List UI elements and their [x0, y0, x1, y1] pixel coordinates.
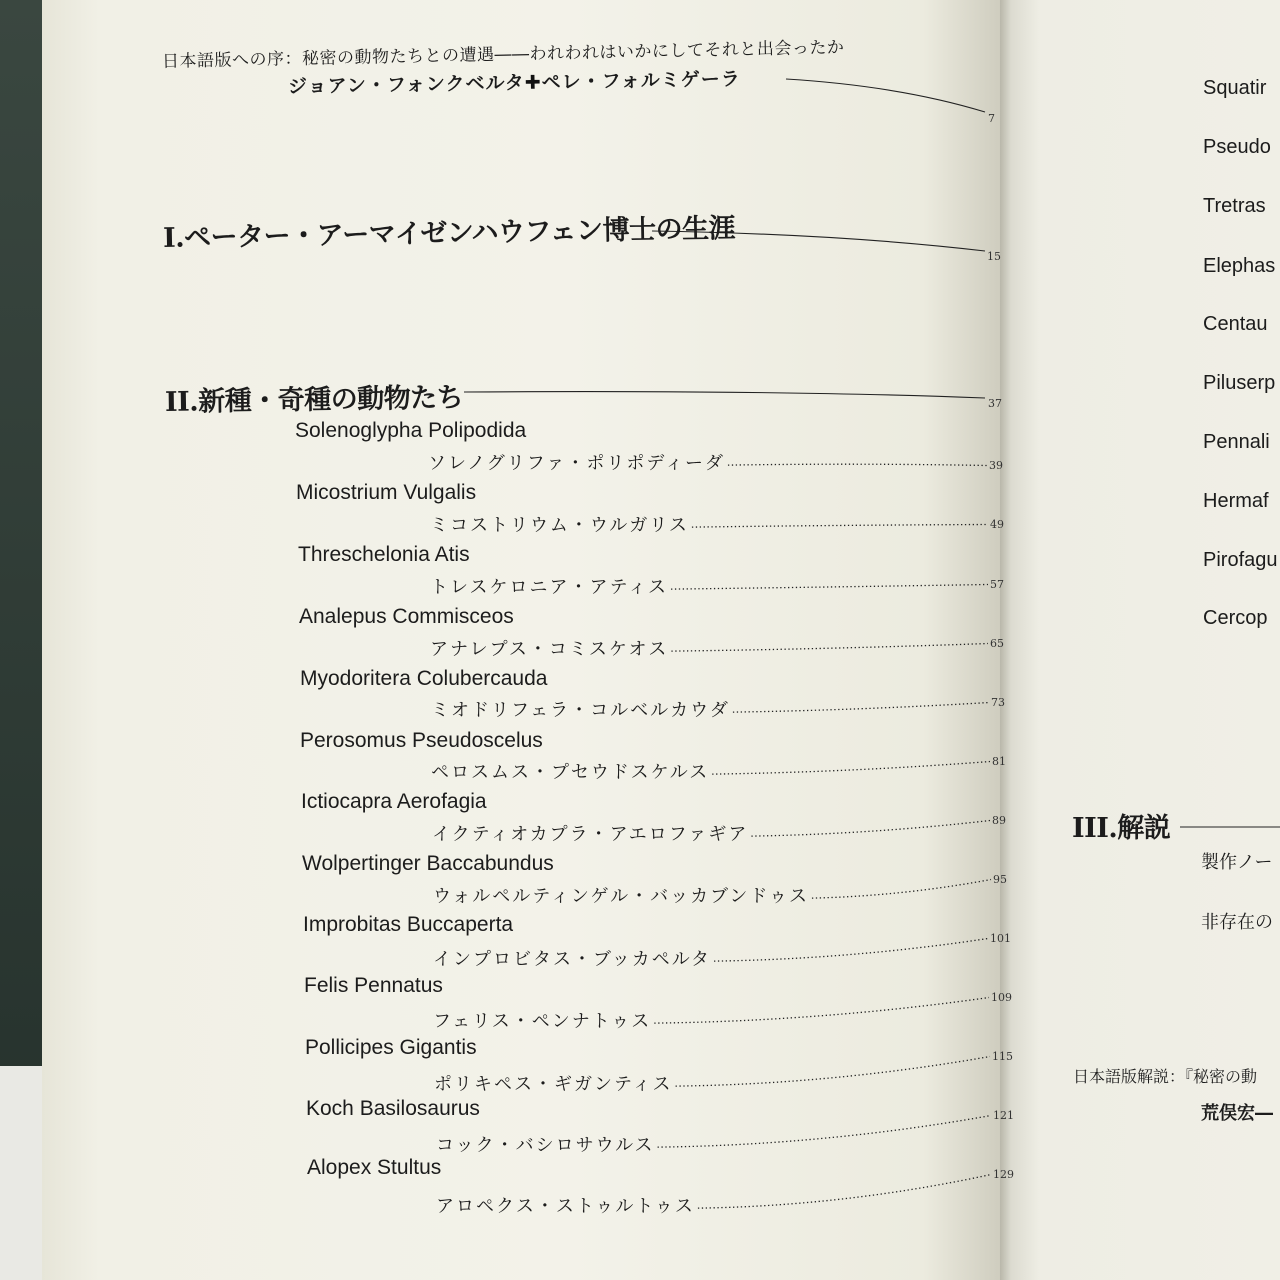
entry-latin-name: Koch Basilosaurus: [306, 1097, 480, 1120]
entry-japanese-name: アロペクス・ストゥルトゥス: [436, 1196, 695, 1217]
commentary-author: 荒俣宏―: [1201, 1103, 1273, 1124]
section2-title: II.新種・奇種の動物たち: [164, 382, 464, 418]
entry-latin-name: Threschelonia Atis: [298, 543, 470, 566]
commentary-title: 日本語版解説：『秘密の動: [1073, 1067, 1258, 1086]
entry-japanese-name: コック・バシロサウルス: [436, 1135, 655, 1156]
section3-subentry: 非存在の: [1201, 912, 1273, 933]
right-entry-latin: Cercop: [1203, 607, 1268, 629]
entry-latin-name: Analepus Commisceos: [299, 605, 514, 628]
dotted-leader-line: [733, 703, 989, 713]
entry-page-number: 39: [989, 459, 1003, 472]
entry-japanese-name: ミコストリウム・ウルガリス: [430, 515, 689, 536]
entry-latin-name: Perosomus Pseudoscelus: [300, 729, 543, 752]
entry-japanese-name: ミオドリフェラ・コルベルカウダ: [431, 700, 730, 721]
right-entry-latin: Pseudo: [1203, 136, 1271, 158]
entry-page-number: 57: [990, 578, 1004, 591]
section2-page-number: 37: [988, 397, 1002, 410]
entry-page-number: 65: [990, 637, 1004, 650]
dotted-leader-line: [654, 998, 989, 1024]
entry-page-number: 101: [990, 932, 1011, 945]
entry-latin-name: Felis Pennatus: [304, 974, 443, 997]
right-entry-latin: Centau: [1203, 313, 1268, 335]
dotted-leader-line: [812, 880, 991, 899]
entry-page-number: 49: [990, 518, 1004, 531]
entry-page-number: 121: [993, 1109, 1014, 1122]
entry-page-number: 129: [993, 1168, 1014, 1181]
entry-page-number: 73: [991, 696, 1005, 709]
entry-latin-name: Myodoritera Colubercauda: [300, 667, 548, 690]
entry-japanese-name: ソレノグリファ・ポリポディーダ: [428, 453, 725, 474]
entry-latin-name: Improbitas Buccaperta: [303, 913, 514, 936]
section3-title: III.解説: [1072, 813, 1171, 844]
entry-page-number: 81: [992, 755, 1006, 768]
right-entry-latin: Tretras: [1203, 195, 1266, 217]
entry-latin-name: Alopex Stultus: [307, 1156, 442, 1179]
entry-japanese-name: トレスケロニア・アティス: [430, 577, 669, 598]
dotted-leader-line: [671, 644, 988, 652]
entry-japanese-name: アナレプス・コミスケオス: [430, 639, 669, 660]
dotted-leader-line: [751, 821, 990, 837]
author-fontcuberta: ジョアン・フォンクベルタ: [287, 71, 525, 98]
right-entry-latin: Pirofagu: [1203, 549, 1278, 571]
entry-japanese-name: インプロビタス・ブッカペルタ: [433, 949, 712, 970]
entry-japanese-name: ウォルペルティンゲル・バッカブンドゥス: [433, 886, 809, 907]
right-entry-latin: Pennali: [1203, 431, 1270, 453]
entry-latin-name: Ictiocapra Aerofagia: [301, 790, 487, 813]
preface-title: 日本語版への序：秘密の動物たちとの遭遇――われわれはいかにしてそれと出会ったか: [161, 37, 845, 72]
entry-japanese-name: ペロスムス・プセウドスケルス: [431, 762, 710, 783]
entry-latin-name: Wolpertinger Baccabundus: [302, 852, 554, 875]
entry-latin-name: Solenoglypha Polipodida: [295, 419, 527, 442]
dotted-leader-line: [692, 525, 988, 528]
right-entry-latin: Squatir: [1203, 77, 1267, 99]
entry-japanese-name: イクティオカプラ・アエロファギア: [432, 824, 749, 845]
dotted-leader-line: [671, 585, 988, 590]
dotted-leader-line: [676, 1057, 990, 1087]
dotted-leader-line: [712, 762, 990, 775]
entry-page-number: 89: [992, 814, 1006, 827]
entry-latin-name: Pollicipes Gigantis: [305, 1036, 477, 1059]
dotted-leader-line: [698, 1175, 991, 1209]
section1-title: I.ペーター・アーマイゼンハウフェン博士の生涯: [162, 213, 736, 254]
right-entry-latin: Piluserp: [1203, 372, 1276, 394]
section3-subentry: 製作ノー: [1201, 852, 1273, 873]
entry-page-number: 95: [993, 873, 1007, 886]
entry-page-number: 109: [991, 991, 1012, 1004]
preface-page-number: 7: [988, 112, 995, 125]
cross-icon: ✚: [524, 71, 542, 94]
section1-page-number: 15: [987, 250, 1001, 263]
entry-japanese-name: ポリキペス・ギガンティス: [434, 1074, 673, 1095]
preface-leader-line: [786, 79, 985, 112]
entry-page-number: 115: [992, 1050, 1013, 1063]
dotted-leader-line: [728, 464, 987, 465]
right-entry-latin: Hermaf: [1203, 490, 1269, 512]
author-formiguera: ペレ・フォルミゲーラ: [541, 68, 741, 94]
entry-latin-name: Micostrium Vulgalis: [296, 481, 477, 504]
entry-japanese-name: フェリス・ペンナトゥス: [433, 1011, 652, 1032]
dotted-leader-line: [714, 939, 988, 962]
section2-leader-line: [464, 392, 985, 398]
right-entry-latin: Elephas: [1203, 255, 1276, 277]
dotted-leader-line: [658, 1116, 991, 1148]
